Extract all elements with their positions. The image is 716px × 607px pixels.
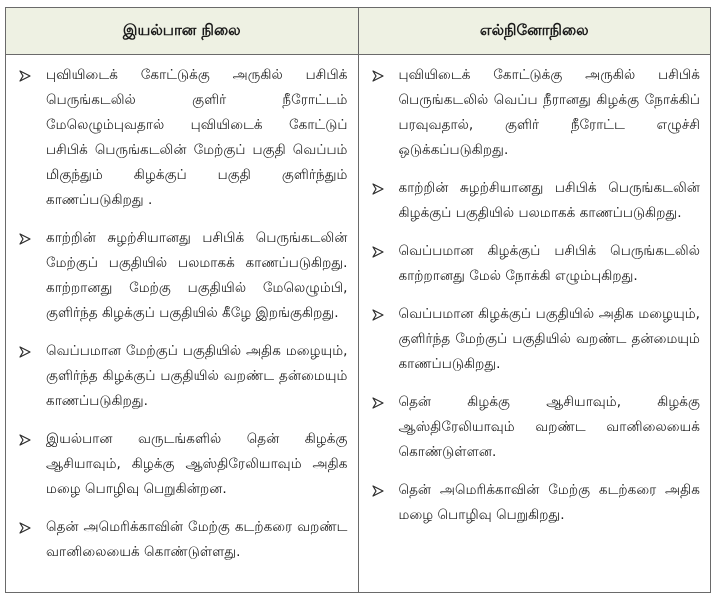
- el-nino-condition-point-text: தென் கிழக்கு ஆசியாவும், கிழக்கு ஆஸ்திரேலியாவும் வறண்ட வானிலையைக் கொண்டுள்ளன.: [398, 394, 700, 460]
- el-nino-condition-point: [369, 176, 701, 226]
- normal-condition-point: [16, 427, 348, 502]
- el-nino-condition-points: [369, 63, 701, 528]
- comparison-table-frame: [5, 7, 711, 593]
- normal-condition-points: [16, 63, 348, 565]
- content-row: [6, 55, 710, 593]
- header-el-nino-condition: எல்நினோநிலை: [358, 8, 710, 55]
- el-nino-condition-point: [369, 478, 701, 528]
- el-nino-condition-point-text: வெப்பமான கிழக்குப் பசிபிக் பெருங்கடலில் காற்றானது மேல் நோக்கி எழும்புகிறது.: [398, 243, 700, 284]
- normal-condition-point-text: இயல்பான வருடங்களில் தென் கிழக்கு ஆசியாவும், கிழக்கு ஆஸ்திரேலியாவும் அதிக மழை பொழிவு பெறுகின்றன.: [46, 431, 348, 497]
- arrowhead-bullet-icon: [372, 485, 384, 497]
- normal-condition-point: [16, 226, 348, 326]
- arrowhead-bullet-icon: [19, 434, 31, 446]
- arrowhead-bullet-icon: [372, 309, 384, 321]
- el-nino-condition-point-text: காற்றின் சுழற்சியானது பசிபிக் பெருங்கடலின் கிழக்குப் பகுதியில் பலமாகக் காணப்படுகிறது.: [398, 180, 700, 221]
- normal-condition-point: [16, 339, 348, 414]
- normal-condition-point: [16, 63, 348, 213]
- comparison-table: [6, 8, 710, 592]
- normal-condition-point: [16, 515, 348, 565]
- normal-condition-point-text: புவியிடைக் கோட்டுக்கு அருகில் பசிபிக் பெருங்கடலில் குளிர் நீரோட்டம் மேலெழும்புவதால் புவியிடைக் கோட்டுப் பசிபிக் பெருங்கடலின் மேற்குப் பகுதி வெப்பம் மிகுந்தும் கிழக்குப் பகுதி குளிர்ந்தும் காணப்படுகிறது .: [46, 67, 348, 208]
- el-nino-condition-point-text: புவியிடைக் கோட்டுக்கு அருகில் பசிபிக் பெருங்கடலில் வெப்ப நீரானது கிழக்கு நோக்கிப் பரவுவதால், குளிர் நீரோட்ட எழுச்சி ஒடுக்கப்படுகிறது.: [398, 67, 700, 158]
- normal-condition-point-text: வெப்பமான மேற்குப் பகுதியில் அதிக மழையும், குளிர்ந்த கிழக்குப் பகுதியில் வறண்ட தன்மையும் காணப்படுகிறது.: [46, 343, 348, 409]
- normal-condition-column: [6, 55, 358, 593]
- arrowhead-bullet-icon: [19, 70, 31, 82]
- header-row: [6, 8, 710, 55]
- el-nino-condition-point: [369, 390, 701, 465]
- arrowhead-bullet-icon: [19, 346, 31, 358]
- arrowhead-bullet-icon: [19, 522, 31, 534]
- header-normal-condition: இயல்பான நிலை: [6, 8, 358, 55]
- el-nino-condition-point: [369, 239, 701, 289]
- arrowhead-bullet-icon: [372, 183, 384, 195]
- el-nino-condition-point-text: தென் அமெரிக்காவின் மேற்கு கடற்கரை அதிக மழை பொழிவு பெறுகிறது.: [398, 482, 700, 523]
- normal-condition-point-text: காற்றின் சுழற்சியானது பசிபிக் பெருங்கடலின் மேற்குப் பகுதியில் பலமாகக் காணப்படுகிறது. காற்றானது மேற்கு பகுதியில் மேலெழும்பி, குளிர்ந்த கிழக்குப் பகுதியில் கீழே இறங்குகிறது.: [46, 230, 348, 321]
- arrowhead-bullet-icon: [372, 397, 384, 409]
- el-nino-condition-point: [369, 302, 701, 377]
- el-nino-condition-column: [358, 55, 710, 593]
- arrowhead-bullet-icon: [19, 233, 31, 245]
- normal-condition-point-text: தென் அமெரிக்காவின் மேற்கு கடற்கரை வறண்ட வானிலையைக் கொண்டுள்ளது.: [46, 519, 348, 560]
- arrowhead-bullet-icon: [372, 246, 384, 258]
- el-nino-condition-point: [369, 63, 701, 163]
- el-nino-condition-point-text: வெப்பமான கிழக்குப் பகுதியில் அதிக மழையும், குளிர்ந்த மேற்குப் பகுதியில் வறண்ட தன்மையும் காணப்படுகிறது.: [398, 306, 700, 372]
- arrowhead-bullet-icon: [372, 70, 384, 82]
